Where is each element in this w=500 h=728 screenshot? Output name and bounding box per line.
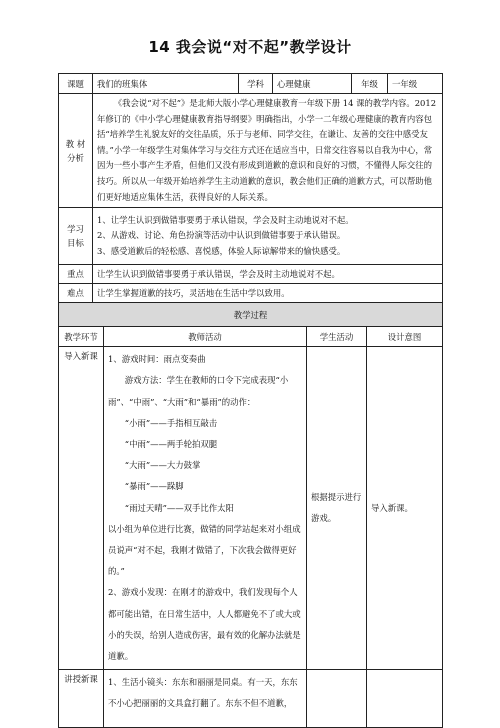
process-table [58, 302, 443, 728]
stage-intro: 导入新课 [59, 347, 104, 670]
teacher-line: 1、游戏时间：雨点变奏曲 [108, 354, 206, 365]
col-intent: 设计意图 [367, 327, 443, 347]
teacher-activity-intro [104, 347, 307, 670]
student-activity-new [307, 670, 367, 728]
objective-item: 3、感受道歉后的轻松感、喜悦感，体验人际谅解带来的愉快感受。 [97, 245, 346, 256]
key-point-label: 重点 [59, 265, 93, 284]
teacher-line: “小雨”——手指相互敲击 [124, 417, 218, 428]
stage-new-lesson: 讲授新课 [59, 670, 104, 728]
teacher-line: 1、生活小镜头：东东和丽丽是同桌。有一天，东东不小心把丽丽的文具盒打翻了。东东不但不道歉， [108, 677, 298, 709]
objective-item: 1、让学生认识到做错事要勇于承认错误，学会及时主动地说对不起。 [97, 214, 354, 225]
student-activity-intro: 根据提示进行游戏。 [307, 347, 367, 670]
teacher-line: 2、游戏小发现：在刚才的游戏中，我们发现每个人都可能出错，在日常生活中，人人都避免不了或大或小的失误，给别人造成伤害，最有效的化解办法就是道歉。 [108, 587, 301, 661]
teacher-line: “雨过天晴”——双手比作太阳 [124, 502, 234, 513]
objectives-list [93, 208, 443, 265]
lesson-plan-sheet [58, 73, 442, 728]
col-student: 学生活动 [307, 327, 367, 347]
analysis-label: 教 材 分析 [59, 94, 93, 208]
teacher-line: 游戏方法：学生在教师的口令下完成表现“小雨”、“中雨”、“大雨”和“暴雨”的动作： [108, 375, 289, 407]
teacher-line: “暴雨”——跺脚 [124, 481, 184, 492]
grade-value: 一年级 [388, 74, 443, 94]
objectives-label: 学习 目标 [59, 208, 93, 265]
lesson-value: 我们的班集体 [93, 74, 239, 94]
design-intent-new [367, 670, 443, 728]
subject-value: 心理健康 [273, 74, 352, 94]
difficulty-text: 让学生掌握道歉的技巧，灵活地在生活中学以致用。 [93, 284, 443, 303]
teacher-line: “大雨”——大力鼓掌 [124, 460, 201, 471]
page-title: 14 我会说“对不起”教学设计 [148, 38, 352, 56]
key-point-text: 让学生认识到做错事要勇于承认错误，学会及时主动地说对不起。 [93, 265, 443, 284]
col-stage: 教学环节 [59, 327, 104, 347]
col-teacher: 教师活动 [104, 327, 307, 347]
difficulty-label: 难点 [59, 284, 93, 303]
subject-label: 学科 [239, 74, 273, 94]
lesson-label: 课题 [59, 74, 93, 94]
process-heading: 教学过程 [59, 303, 443, 327]
info-table [58, 73, 443, 303]
objective-item: 2、从游戏、讨论、角色扮演等活动中认识到做错事要于承认错误。 [97, 230, 346, 241]
teacher-line: “中雨”——两手轮拍双腿 [124, 438, 218, 449]
grade-label: 年级 [352, 74, 388, 94]
teacher-line: 以小组为单位进行比赛，做错的同学站起来对小组成员说声“对不起，我刚才做错了，下次我会做得更好的。” [108, 523, 301, 577]
teacher-activity-new [104, 670, 307, 728]
design-intent-intro: 导入新课。 [367, 347, 443, 670]
analysis-text: 《我会说“对不起”》是北师大版小学心理健康教育一年级下册 14 课的教学内容。2012 年修订的《中小学心理健康教育指导纲要》明确指出，小学一二年级心理健康的教育内容包括“培养学生礼貌友好的交往品质，乐于与老师、同学交往，在谦让、友善的交往中感受友情。”小学一年级学生对集体学习与交往方式还在适应当中，日常交往容易以自我为中心，常因为一些小事产生矛盾，但他们又没有形成到道歉的意识和良好的习惯，不懂得人际交往的技巧。所以从一年级开始培养学生主动道歉的意识，教会他们正确的道歉方式，可以帮助他们更好地适应集体生活，获得良好的人际关系。 [93, 94, 443, 208]
